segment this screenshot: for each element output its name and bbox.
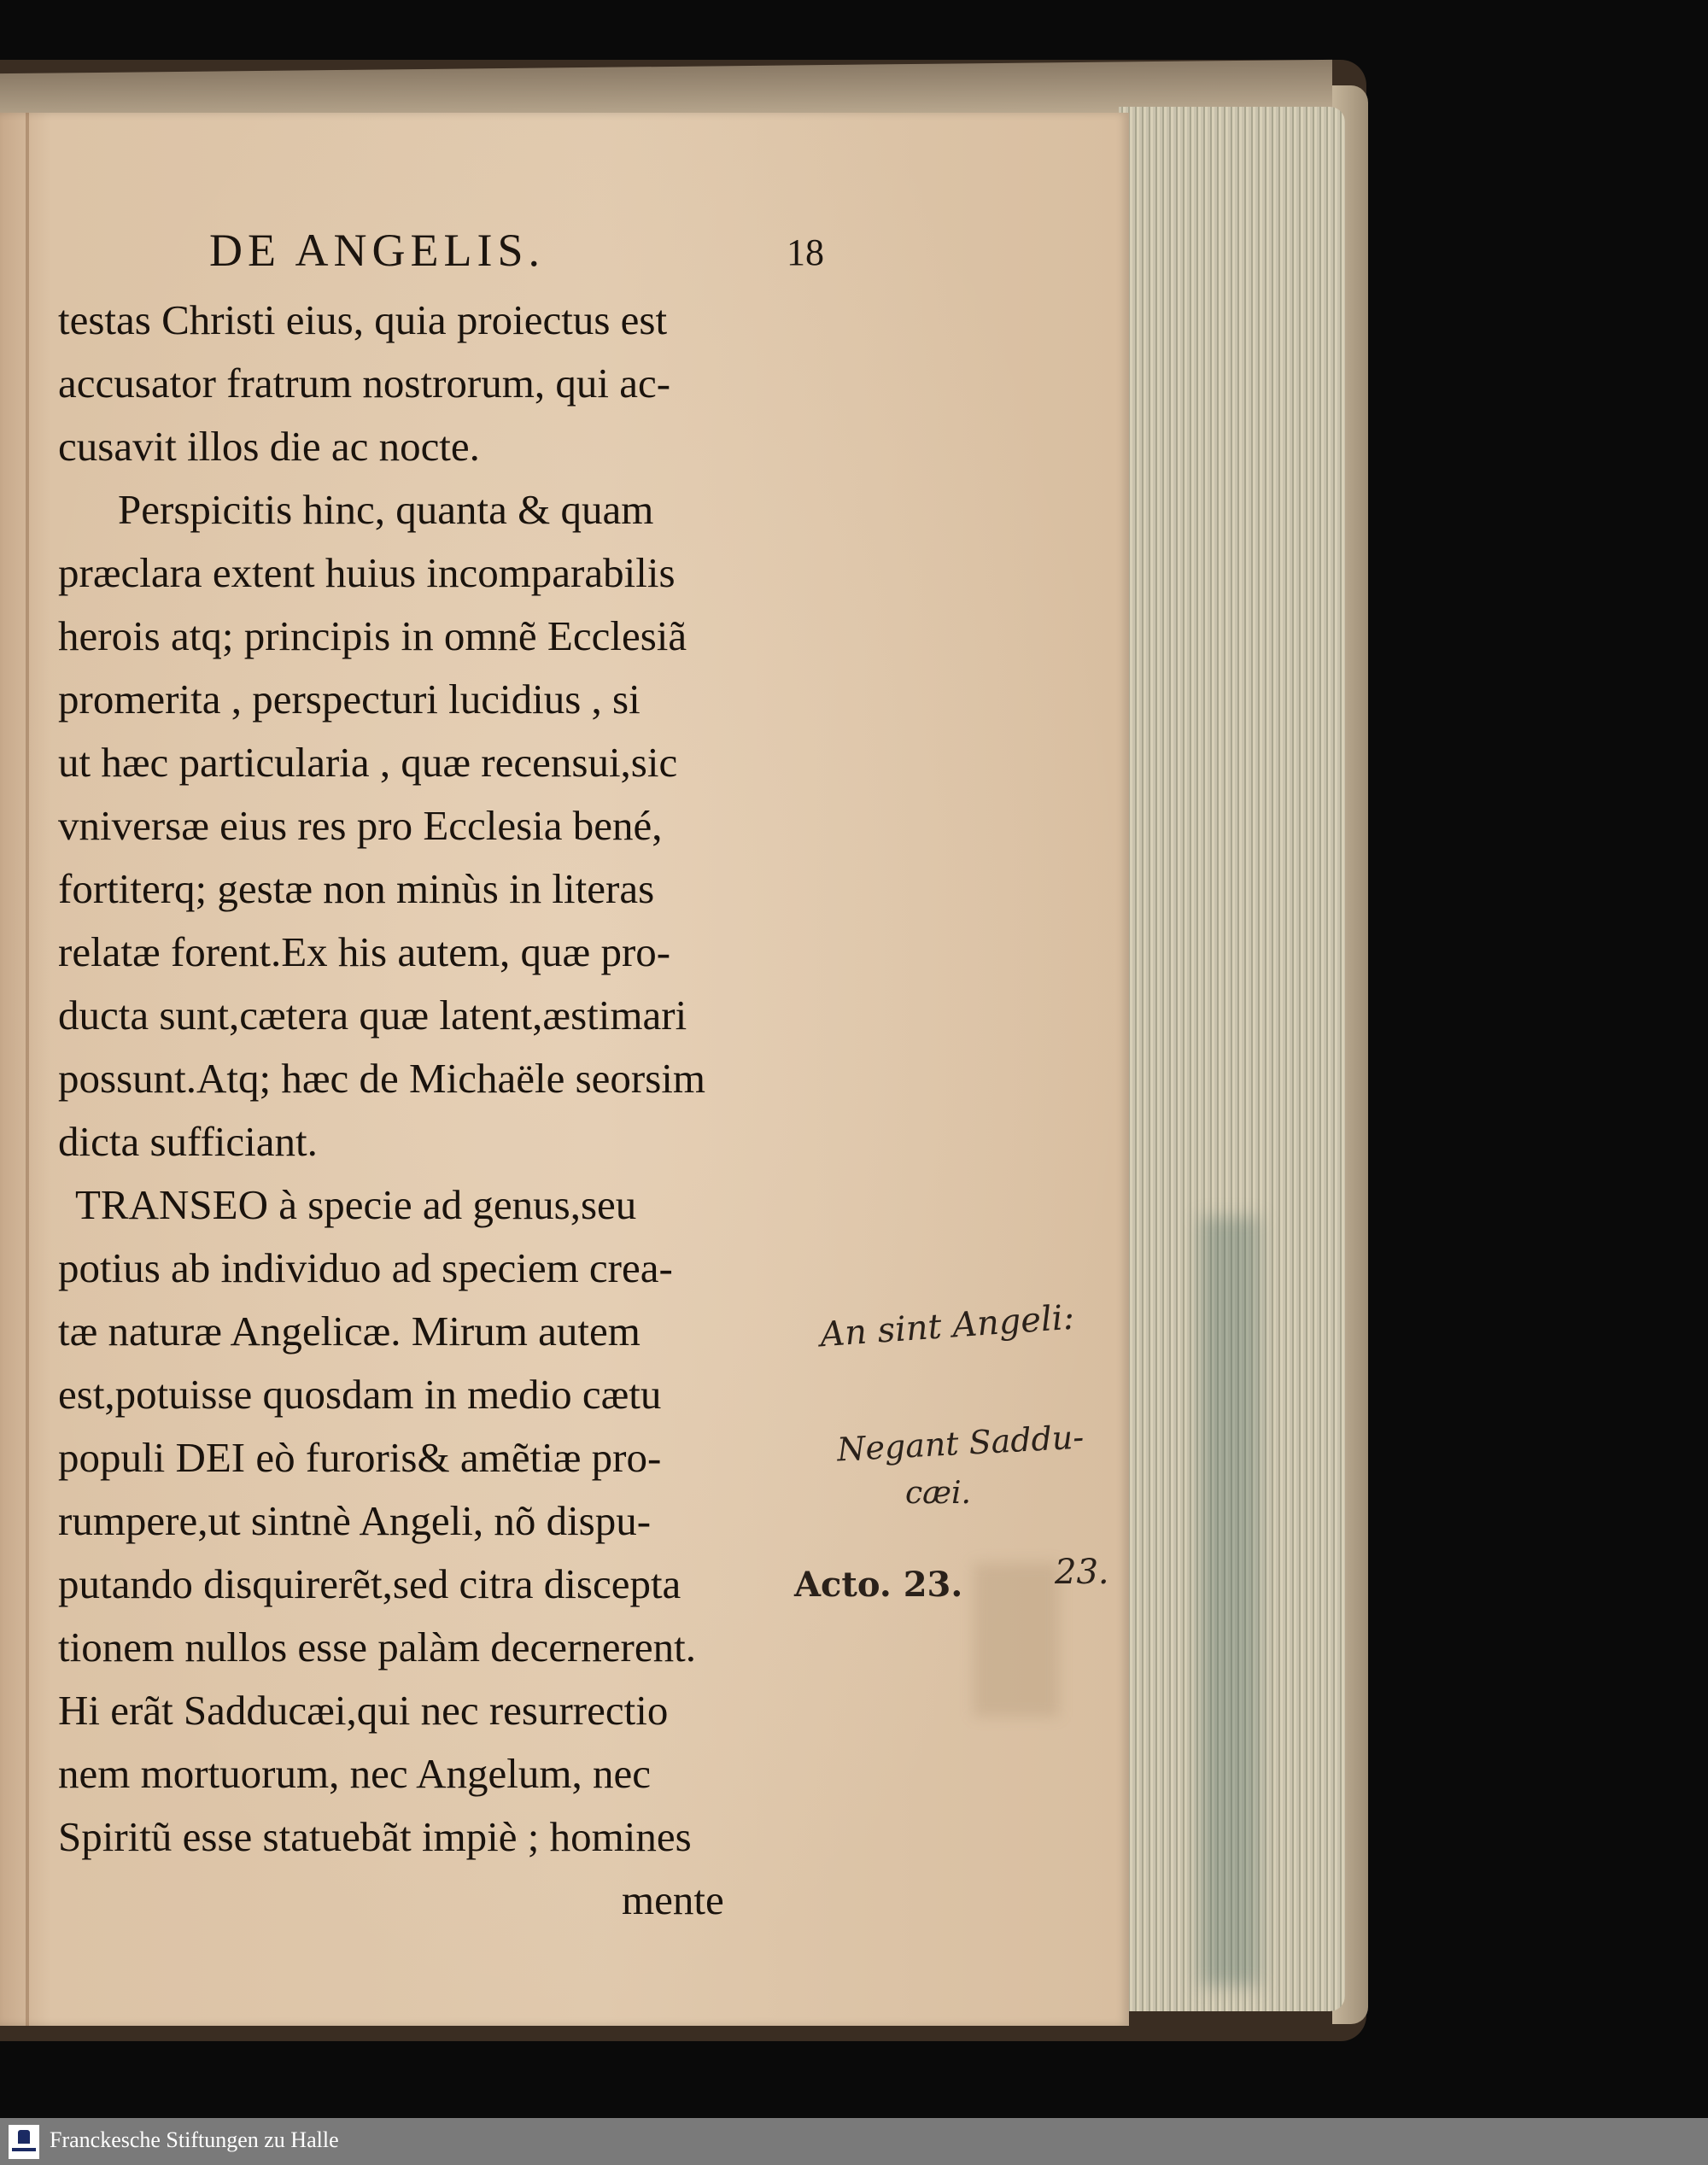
handwritten-note: An sint Angeli:	[818, 1297, 1076, 1355]
text-line: testas Christi eius, quia proiectus est	[58, 296, 668, 343]
text-line: herois atq; principis in omnẽ Ecclesiã	[58, 612, 687, 659]
text-line: potius ab individuo ad speciem crea-	[58, 1244, 673, 1291]
text-line: cusavit illos die ac nocte.	[58, 423, 480, 470]
text-line: rumpere,ut sintnè Angeli, nõ dispu-	[58, 1497, 652, 1544]
handwritten-note: 23.	[1055, 1553, 1109, 1592]
text-line: tæ naturæ Angelicæ. Mirum autem	[58, 1308, 640, 1355]
text-line: ut hæc particularia , quæ recensui,sic	[58, 739, 678, 786]
text-line: promerita , perspecturi lucidius , si	[58, 676, 640, 723]
text-line: est,potuisse quosdam in medio cætu	[58, 1371, 662, 1418]
text-line: Hi erãt Sadducæi,qui nec resurrectio	[58, 1687, 669, 1734]
text-line: Spiritũ esse statuebãt impiè ; homines	[58, 1813, 692, 1860]
text-line: relatæ forent.Ex his autem, quæ pro-	[58, 928, 671, 975]
text-line: vniversæ eius res pro Ecclesia bené,	[58, 802, 663, 849]
page-number: 18	[787, 231, 824, 273]
text-line: TRANSEO à specie ad genus,seu	[75, 1181, 637, 1228]
text-line: dicta sufficiant.	[58, 1118, 318, 1165]
printed-marginal-reference: Acto. 23.	[794, 1565, 963, 1605]
text-line: possunt.Atq; hæc de Michaële seorsim	[58, 1055, 706, 1102]
text-line: populi DEI eò furoris& amẽtiæ pro-	[58, 1434, 662, 1481]
catchword: mente	[622, 1876, 724, 1923]
text-line: accusator fratrum nostrorum, qui ac-	[58, 360, 671, 407]
footer-bar	[0, 2118, 1708, 2165]
handwritten-note: cæi.	[905, 1476, 971, 1511]
text-line: Perspicitis hinc, quanta & quam	[118, 486, 654, 533]
text-line: nem mortuorum, nec Angelum, nec	[58, 1750, 651, 1797]
text-line: putando disquirerẽt,sed citra discepta	[58, 1560, 681, 1607]
footer-label: Franckesche Stiftungen zu Halle	[50, 2127, 339, 2152]
text-line: præclara extent huius incomparabilis	[58, 549, 676, 596]
handwritten-note: Negant Saddu-	[836, 1418, 1085, 1469]
text-line: fortiterq; gestæ non minùs in literas	[58, 865, 655, 912]
text-line: tionem nullos esse palàm decernerent.	[58, 1624, 696, 1671]
text-line: ducta sunt,cætera quæ latent,æstimari	[58, 992, 687, 1039]
institution-logo-icon	[9, 2125, 39, 2159]
running-title: DE ANGELIS.	[209, 225, 545, 276]
